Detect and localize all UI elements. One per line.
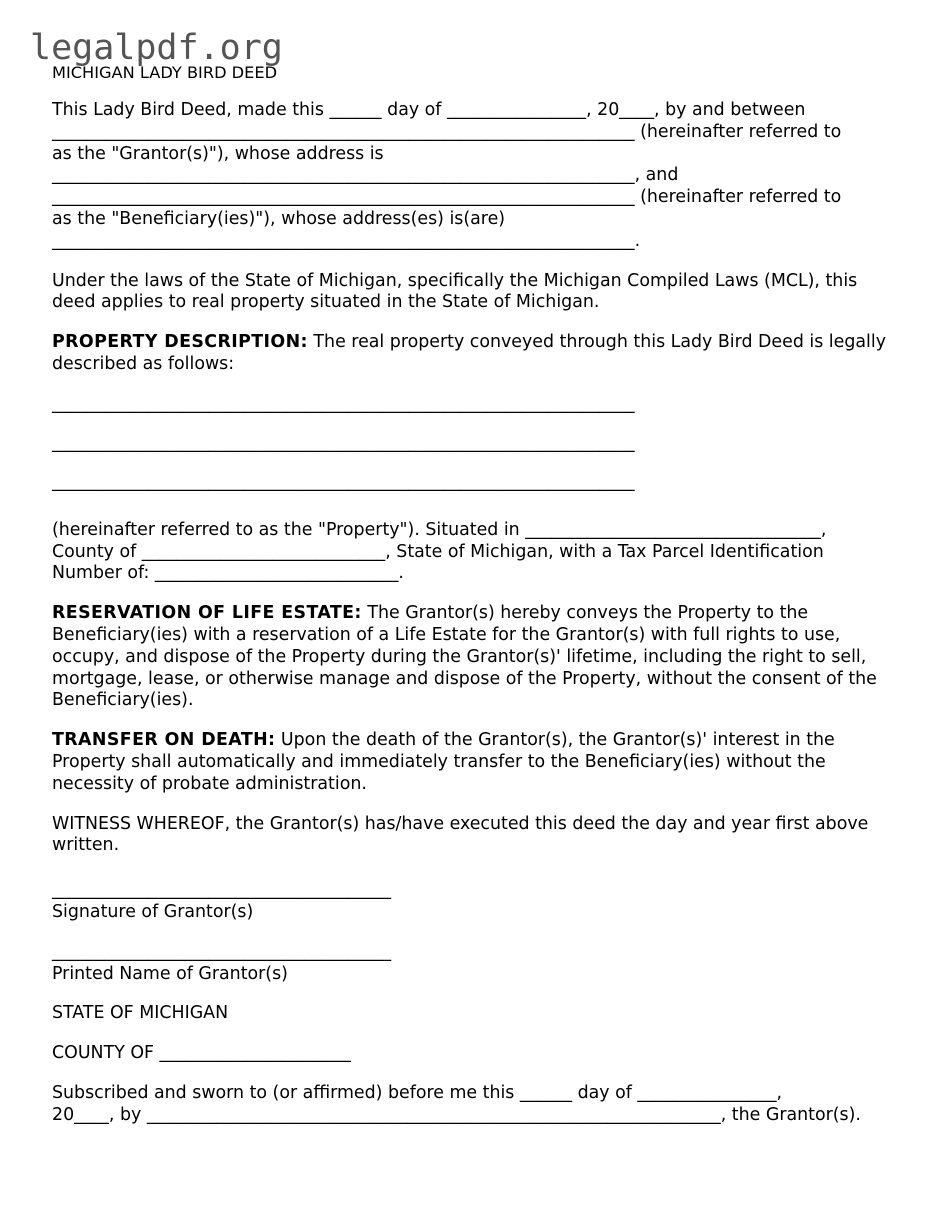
intro-line-7: ___________________________________________________________________.: [52, 230, 641, 251]
intro-line-1: This Lady Bird Deed, made this ______ day of ________________, 20____, by and between: [52, 100, 806, 120]
intro-line-4: ___________________________________________________________________, and: [52, 165, 679, 186]
situated-line-1: (hereinafter referred to as the "Property"). Situated in __________________________________,: [52, 519, 827, 540]
intro-paragraph: [52, 100, 892, 253]
county-line: COUNTY OF ______________________: [52, 1043, 351, 1064]
situated-line-2: County of ____________________________, State of Michigan, with a Tax Parcel Identification: [52, 541, 824, 562]
witness-paragraph: WITNESS WHEREOF, the Grantor(s) has/have executed this deed the day and year first above written.: [52, 813, 869, 856]
reservation-paragraph: [52, 603, 892, 712]
intro-line-3: as the "Grantor(s)"), whose address is: [52, 143, 384, 164]
situated-paragraph: [52, 520, 892, 585]
property-blank-line-1: ___________________________________________________________________: [52, 393, 635, 414]
transfer-text: Upon the death of the Grantor(s), the Grantor(s)' interest in the Property shall automatically and immediately transfer to the Beneficiary(ies) without the necessity of probate administration.: [52, 730, 835, 794]
printed-name-label: Printed Name of Grantor(s): [52, 963, 288, 984]
subscribed-paragraph: [52, 1083, 892, 1127]
subscribed-line-2: 20____, by __________________________________________________________________, the Grantor(s).: [52, 1104, 861, 1125]
situated-line-3: Number of: ____________________________.: [52, 563, 404, 584]
intro-line-2: ___________________________________________________________________ (hereinafter referred to: [52, 121, 842, 142]
printed-name-line: _______________________________________: [52, 941, 392, 962]
property-blank-line-2: ___________________________________________________________________: [52, 432, 635, 453]
watermark-logo: legalpdf.org: [30, 28, 283, 68]
property-blank-line-3: ___________________________________________________________________: [52, 471, 635, 492]
document-title: MICHIGAN LADY BIRD DEED: [52, 63, 278, 82]
property-description-text: The real property conveyed through this Lady Bird Deed is legally described as follows:: [52, 332, 886, 374]
signature-block: [52, 880, 892, 985]
transfer-paragraph: [52, 730, 892, 795]
reservation-heading: RESERVATION OF LIFE ESTATE:: [52, 603, 362, 624]
property-description-blanks: [52, 385, 892, 502]
transfer-heading: TRANSFER ON DEATH:: [52, 730, 276, 751]
document-body: [52, 62, 892, 1145]
property-description-paragraph: [52, 332, 892, 376]
subscribed-line-1: Subscribed and sworn to (or affirmed) before me this ______ day of ________________,: [52, 1082, 783, 1103]
property-description-heading: PROPERTY DESCRIPTION:: [52, 332, 308, 353]
reservation-text: The Grantor(s) hereby conveys the Property to the Beneficiary(ies) with a reservation of a Life Estate for the Grantor(s) with full rights to use, occupy, and dispose of the Property during the Grantor(s)' lifetime, including the right to sell, mortgage, lease, or otherwise manage and dispose of the Property, without the consent of the Beneficiary(ies).: [52, 603, 877, 711]
signature-line: _______________________________________: [52, 880, 392, 901]
intro-line-5: ___________________________________________________________________ (hereinafter referred to: [52, 187, 842, 208]
laws-paragraph: Under the laws of the State of Michigan, specifically the Michigan Compiled Laws (MCL), this deed applies to real property situated in the State of Michigan.: [52, 270, 858, 313]
signature-label: Signature of Grantor(s): [52, 901, 254, 922]
intro-line-6: as the "Beneficiary(ies)"), whose address(es) is(are): [52, 208, 506, 229]
state-line: STATE OF MICHIGAN: [52, 1003, 229, 1024]
